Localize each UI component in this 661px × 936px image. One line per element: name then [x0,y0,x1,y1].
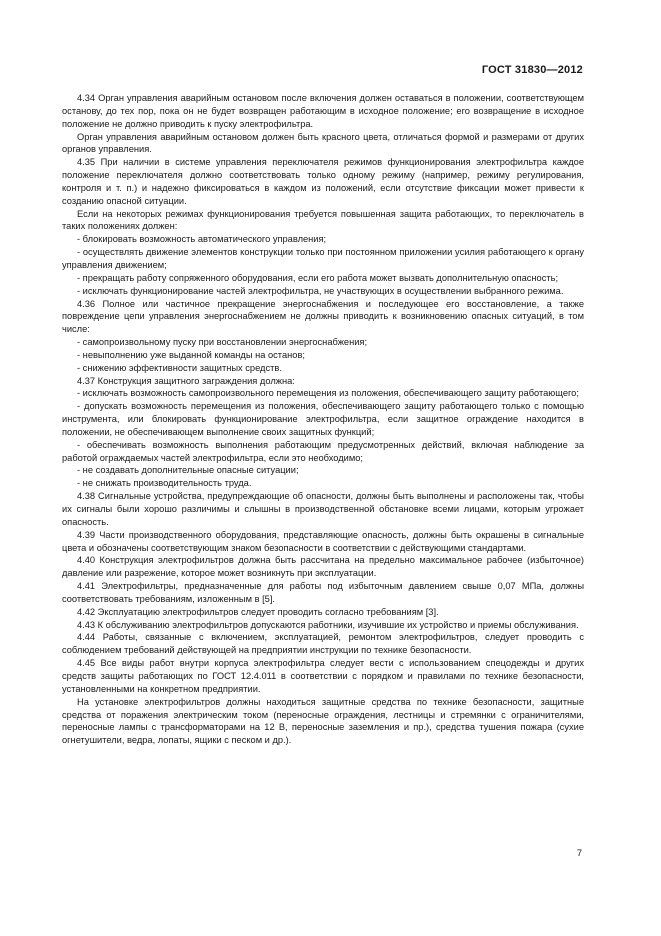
paragraph: 4.45 Все виды работ внутри корпуса электрофильтра следует вести с использованием спецодежды и других средств защиты работающих по ГОСТ 12.4.011 в соответствии с порядком и правилами по технике безопасности, установленными на конкретном предприятии. [62,658,584,694]
list-item: - исключать функционирование частей электрофильтра, не участвующих в осуществлении выбранного режима. [77,285,564,296]
paragraph: 4.36 Полное или частичное прекращение энергоснабжения и последующее его восстановление, а также повреждение цепи управления энергоснабжением не должны приводить к возникновению опасных ситуаций, в том числе: [62,298,584,335]
paragraph: 4.39 Части производственного оборудования, представляющие опасность, должны быть окрашены в сигнальные цвета и обозначены соответствующим знаком безопасности в соответствии с действующими стандартами. [62,529,584,553]
list-item: - обеспечивать возможность выполнения работающим предусмотренных действий, включая наблюдение за работой ограждаемых частей электрофильтра, если это необходимо; [62,439,584,463]
paragraph: 4.41 Электрофильтры, предназначенные для работы под избыточным давлением свыше 0,07 МПа, должны соответствовать требованиям, изложенным в [5]. [62,581,584,604]
paragraph: На установке электрофильтров должны находиться защитные средства по технике безопасности, защитные средства от поражения электрическим током (переносные ограждения, лестницы и стремянки с ограничителями, переносные лампы с трансформаторами на 12 В, переносные заземления и пр.), средства тушения пожара (сухие огнетушители, ведра, лопаты, ящики с песком и др.). [62,696,584,746]
list-item: - прекращать работу сопряженного оборудования, если его работа может вызвать дополнительную опасность; [77,272,559,283]
paragraph: Орган управления аварийным остановом должен быть красного цвета, отличаться формой и размерами от других органов управления. [62,131,584,155]
paragraph: 4.42 Эксплуатацию электрофильтров следует проводить согласно требованиям [3]. [77,606,439,617]
paragraph: 4.40 Конструкция электрофильтров должна быть рассчитана на предельно максимальное рабочее (избыточное) давление или разрежение, которое может возникнуть при эксплуатации. [62,555,584,579]
paragraph: 4.43 К обслуживанию электрофильтров допускаются работники, изучившие их устройство и приемы обслуживания. [77,619,579,630]
list-item: - допускать возможность перемещения из положения, обеспечивающего защиту работающего только с помощью инструмента, или блокировать функционирование электрофильтра, если защитное ограждение находится в положении, не обеспечивающем выполнение своих защитных функций; [62,401,584,437]
document-body [62,92,584,747]
paragraph: 4.37 Конструкция защитного заграждения должна: [77,375,295,386]
list-item: - самопроизвольному пуску при восстановлении энергоснабжения; [77,337,368,348]
list-item: - снижению эффективности защитных средств. [77,362,282,373]
list-item: - не снижать производительность труда. [77,478,252,489]
list-item: - осуществлять движение элементов конструкции только при постоянном приложении усилия работающего к органу управления движением; [62,247,584,270]
paragraph: Если на некоторых режимах функционирования требуется повышенная защита работающих, то переключатель в таких положениях должен: [62,208,584,232]
standard-code-header: ГОСТ 31830—2012 [481,64,583,76]
paragraph: 4.38 Сигнальные устройства, предупреждающие об опасности, должны быть выполнены и расположены так, чтобы их сигналы были хорошо различимы и слышны в производственной обстановке всеми лицами, которым угрожает опасность. [62,491,584,527]
list-item: - исключать возможность самопроизвольного перемещения из положения, обеспечивающего защиту работающего; [77,388,579,399]
list-item: - не создавать дополнительные опасные ситуации; [77,465,299,476]
list-item: - невыполнению уже выданной команды на останов; [77,349,305,360]
paragraph: 4.44 Работы, связанные с включением, эксплуатацией, ремонтом электрофильтров, следует проводить с соблюдением требований действующей на предприятии инструкции по технике безопасности. [62,632,584,656]
list-item: - блокировать возможность автоматического управления; [77,234,327,245]
paragraph: 4.34 Орган управления аварийным остановом после включения должен оставаться в положении, соответствующем останову, до тех пор, пока он не будет возвращен работающим в исходное положение; его возвращение в исходное положение не должно приводить к пуску электрофильтра. [62,93,584,129]
paragraph: 4.35 При наличии в системе управления переключателя режимов функционирования электрофильтра каждое положение переключателя должно соответствовать только одному режиму (например, режиму регулирования, контроля и т. п.) и надежно фиксироваться в каждом из положений, если отсутствие фиксации может привести к созданию опасной ситуации. [62,157,584,206]
page-number: 7 [576,848,582,858]
